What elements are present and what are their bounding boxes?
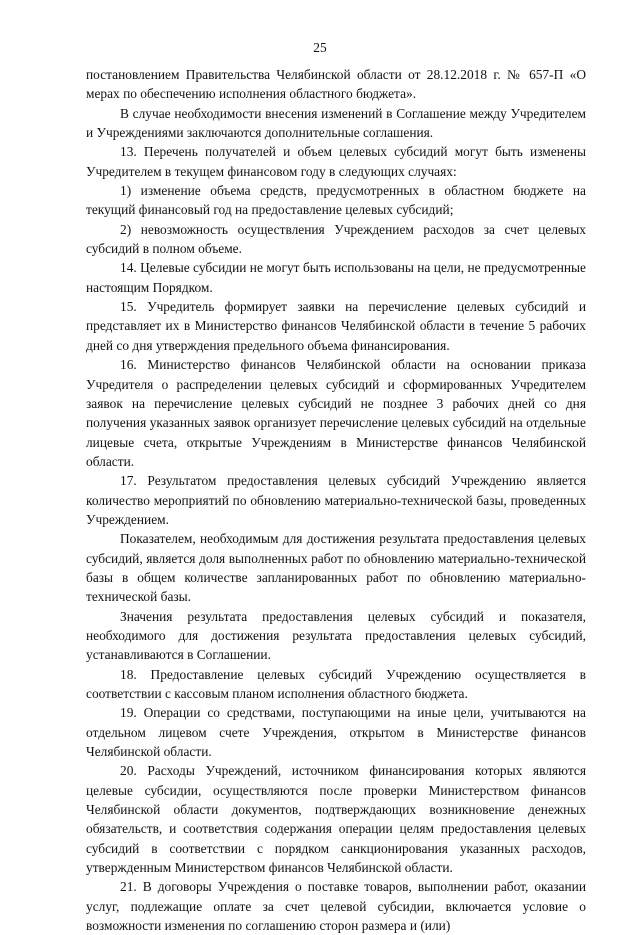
- document-body: [86, 65, 586, 935]
- paragraph-item-20: 20. Расходы Учреждений, источником финансирования которых являются целевые субсидии, осуществляются после проверки Министерством финансов Челябинской области документов, подтверждающих возникновение денежных обязательств, и соответствия содержания операции целям предоставления целевых субсидий в соответствии с порядком санкционирования указанных расходов, утвержденным Министерством финансов Челябинской области.: [86, 763, 586, 876]
- paragraph-item-15: 15. Учредитель формирует заявки на перечисление целевых субсидий и представляет их в Министерство финансов Челябинской области в течение 5 рабочих дней со дня утверждения предельного объема финансирования.: [86, 299, 586, 353]
- paragraph: Значения результата предоставления целевых субсидий и показателя, необходимого для достижения результата предоставления целевых субсидий, устанавливаются в Соглашении.: [86, 608, 586, 663]
- paragraph-subitem-2: 2) невозможность осуществления Учреждением расходов за счет целевых субсидий в полном объеме.: [86, 221, 586, 257]
- paragraph: В случае необходимости внесения изменений в Соглашение между Учредителем и Учреждениями заключаются дополнительные соглашения.: [86, 105, 586, 141]
- paragraph-item-18: 18. Предоставление целевых субсидий Учреждению осуществляется в соответствии с кассовым планом исполнения областного бюджета.: [86, 666, 586, 701]
- paragraph-item-19: 19. Операции со средствами, поступающими на иные цели, учитываются на отдельном лицевом счете Учреждения, открытом в Министерстве финансов Челябинской области.: [86, 705, 586, 760]
- paragraph-subitem-1: 1) изменение объема средств, предусмотренных в областном бюджете на текущий финансовый год на предоставление целевых субсидий;: [86, 183, 586, 218]
- paragraph-item-14: 14. Целевые субсидии не могут быть использованы на цели, не предусмотренные настоящим Порядком.: [86, 260, 586, 295]
- paragraph-item-21: 21. В договоры Учреждения о поставке товаров, выполнении работ, оказании услуг, подлежащие оплате за счет целевой субсидии, включается условие о возможности изменения по соглашению сторон размера и (или): [86, 879, 586, 934]
- page-number: 25: [313, 40, 327, 55]
- paragraph: Показателем, необходимым для достижения результата предоставления целевых субсидий, является доля выполненных работ по обновлению материально-технической базы в общем количестве запланированных работ по обновлению материально-технической базы.: [86, 531, 586, 605]
- paragraph-item-17: 17. Результатом предоставления целевых субсидий Учреждению является количество мероприятий по обновлению материально-технической базы, проведенных Учреждением.: [86, 473, 586, 527]
- paragraph-item-13: 13. Перечень получателей и объем целевых субсидий могут быть изменены Учредителем в текущем финансовом году в следующих случаях:: [86, 144, 586, 179]
- paragraph-continuation: постановлением Правительства Челябинской области от 28.12.2018 г. № 657-П «О мерах по обеспечению исполнения областного бюджета».: [86, 67, 586, 102]
- paragraph-item-16: 16. Министерство финансов Челябинской области на основании приказа Учредителя о распределении целевых субсидий и сформированных Учредителем заявок на перечисление целевых субсидий не позднее 3 рабочих дней со дня получения указанных заявок организует перечисление целевых субсидий на отдельные лицевые счета, открытые Учреждениям в Министерстве финансов Челябинской области.: [86, 357, 586, 469]
